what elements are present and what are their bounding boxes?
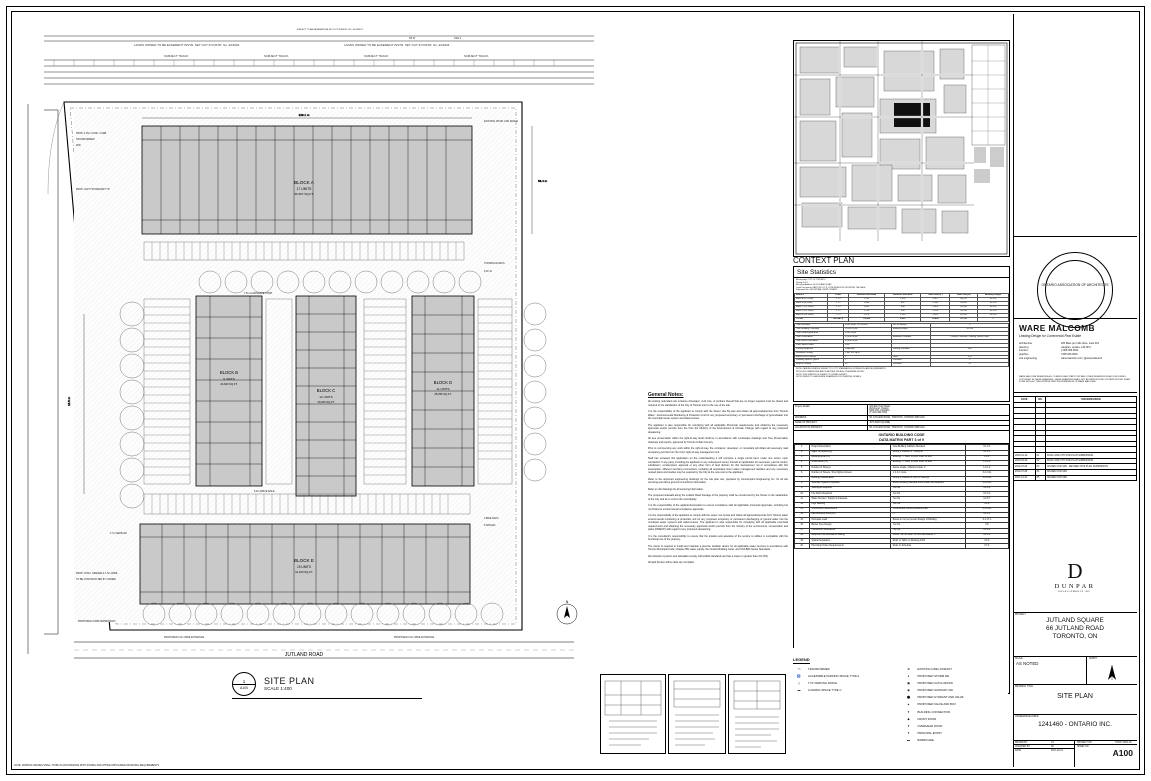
legend-item <box>903 681 1009 685</box>
legend-item <box>793 667 899 671</box>
accessible-parking-icon: ♿ <box>797 673 801 678</box>
svg-text:229.1 m: 229.1 m <box>298 113 310 117</box>
client-subtitle: DEVELOPMENTS INC. <box>1058 591 1092 593</box>
obc-row: 11. Water Service / Supply is Adequate Yes No 3.2.5.7. <box>795 497 1009 502</box>
transformer-icon: ▭ <box>797 666 801 671</box>
table-row-total: TOTAL 64 UNITS 10,264 5,635 15,899 171,157 — <box>795 317 1009 321</box>
date-label: DATE <box>1015 750 1021 752</box>
scale-value: AS NOTED <box>1016 661 1039 666</box>
site-statistics-title: Site Statistics <box>794 267 1009 278</box>
legend-item <box>793 681 899 685</box>
obc-row: 2. Major Occupancy(s) Group F, Division 3 / Group E 3.1.2.1. <box>795 450 1009 455</box>
parking-space-icon: ▯ <box>798 680 800 685</box>
general-note-paragraph: It is the responsibility of the applicant to comply with the Sewer Use By-Law and obtain all approvals/permits from Toronto Water - Environmental Monitoring & Protection Unit for any proposed temporary or permanent discharge of groundwater into the municipal sewer system and watercourses. <box>648 410 788 420</box>
legend-item <box>903 710 1009 714</box>
obc-field-value: 66 JUTLAND ROAD, TORONTO, ONTARIO M8Z 2G9 <box>869 417 925 419</box>
detail-sheet: A100 <box>240 685 248 690</box>
legend-item-label: EXISTING FIRE HYDRANT <box>917 666 952 671</box>
legend-item <box>793 674 899 678</box>
north-label: NORTH <box>1089 658 1098 660</box>
svg-text:46,357 SQ.FT.: 46,357 SQ.FT. <box>294 192 314 196</box>
legend-item-label: PROPOSED VALVE AND BOX <box>917 702 956 707</box>
svg-text:28,780 SQ.FT.: 28,780 SQ.FT. <box>434 393 452 396</box>
context-plan <box>793 40 1010 257</box>
svg-text:3 BIKE RACK: 3 BIKE RACK <box>484 517 499 520</box>
svg-text:12 UNITS: 12 UNITS <box>319 395 333 399</box>
general-note-paragraph: Refer to the approved engineering drawings for the site plan site, prepared by Counterpoint Engineering Inc. for all site servicing and above ground connections information. <box>648 477 788 484</box>
obc-row: 10. Fire Alarm Required Yes No 3.2.4.1. <box>795 492 1009 497</box>
general-note-paragraph: The proposed sidewalk along the Jutland Road frontage of the property shall be constructed by the Owner to the satisfaction of the City and at no cost to the municipality. <box>648 494 788 501</box>
site-summary-table <box>794 323 1009 368</box>
obc-row: 9. Standpipe Required Yes No 3.2.9.1. <box>795 486 1009 491</box>
svg-text:9 UNITS: 9 UNITS <box>223 377 235 381</box>
table-row: Block E (15 Units) 1 + 2 2,474 1,355 3,829 41,220 10.5 m <box>795 313 1009 317</box>
client-monogram: D <box>1067 559 1083 583</box>
svg-text:N: N <box>565 600 569 604</box>
revision-row: 2020-03-20 02 ROAC AND 4TH SITE PLAN SUBMISSION <box>1014 458 1137 464</box>
obc-row: 5. Number of Storeys Above Grade: 2 Below Grade: 0 1.4.1.2. <box>795 466 1009 471</box>
svg-text:SUBJECT TRACK: SUBJECT TRACK <box>164 54 189 58</box>
obc-row: 4. Gross Area (m²) Existing: — New: 15,899 Total: 15,899 1.4.1.2. <box>795 460 1009 465</box>
catch-basin-icon: ▣ <box>907 680 910 685</box>
north-arrow-icon <box>1099 664 1125 682</box>
legend-item-label: PRINCIPAL ENTRY <box>917 731 943 736</box>
seal-circle <box>1037 252 1113 328</box>
svg-text:9.0m R: 9.0m R <box>484 270 492 273</box>
site-plan-title-group <box>232 672 452 699</box>
copyright-note: WARE MALCOMB RESERVES ALL COMMON LAW, STATUTORY AND OTHER RESERVED RIGHTS INCLUDING COPYRIGHT IN THESE DRAWINGS. THESE DRAWINGS SHALL NOT BE REPRODUCED OR REPRODUCED IN ANY FORM WITHOUT THE EXPRESS WRITTEN PERMISSION OF WARE MALCOMB. <box>1019 376 1131 384</box>
building-connection-icon: ▼ <box>907 709 910 714</box>
obc-field-value: 66 JUTLAND ROAD, TORONTO, ONTARIO M8Z 2G9 <box>869 427 925 429</box>
revision-row: 2019-07-08 04 ISSUED FOR SPA <box>1014 469 1137 475</box>
col-total-gfa-sf: Total GFA (sf) <box>950 293 978 297</box>
table-row: Total Gross Floor Area 15,899 SQM <box>795 339 1009 343</box>
table-row: Standard Parking 1 per 100 sq.m. <box>795 351 1009 355</box>
detail-drawing-3 <box>728 674 786 754</box>
site-plan-label: SITE PLAN <box>264 675 315 686</box>
general-note-paragraph: Refer to civil drawings for all servicing information. <box>648 487 704 491</box>
obc-rows-table <box>794 444 1009 549</box>
table-row: Barrier Free Parking 7 Total 253 <box>795 355 1009 359</box>
obc-row: 16. Barrier Free Design Yes No 3.8. <box>795 523 1009 528</box>
svg-text:JUTLAND ROAD: JUTLAND ROAD <box>284 652 324 658</box>
svg-text:15 UNITS: 15 UNITS <box>297 565 311 569</box>
storm-manhole-icon: ● <box>907 673 910 678</box>
table-row: Floor Space Index 0.39 <box>795 343 1009 347</box>
principal-entry-icon: ▼ <box>907 731 910 736</box>
obc-header-row <box>794 405 1009 416</box>
valve-box-icon: ▲ <box>907 702 910 707</box>
detail-drawing-2 <box>668 674 726 754</box>
svg-text:PROPOSED CURB DEPRESSION: PROPOSED CURB DEPRESSION <box>78 620 116 623</box>
svg-text:PROPOSED 9.0m WIDE ENTRANCE: PROPOSED 9.0m WIDE ENTRANCE <box>394 636 435 639</box>
revision-table <box>1013 396 1137 481</box>
svg-text:229.1: 229.1 <box>454 36 462 40</box>
context-plan-label: CONTEXT PLAN <box>793 256 855 265</box>
client-name: DUNPAR <box>1054 583 1096 590</box>
fire-hydrant-icon: ⊗ <box>907 666 910 671</box>
revision-row: 2019-07-03 03 ISSUED FOR SPA - REVISED SITE PLAN SUBMISSION <box>1014 464 1137 470</box>
drawing-title: SITE PLAN <box>1057 693 1093 700</box>
revision-row: 2017-12-21 05 ISSUED FOR SPA <box>1014 475 1137 481</box>
general-note-paragraph: All light fixtures will be dark sky compliant. <box>648 561 695 564</box>
drawn-value: LS <box>1051 742 1054 744</box>
legend-item <box>903 717 1009 721</box>
rev-col-no: NO. <box>1035 397 1045 403</box>
obc-field-value: 100 Elm Point Road Richmond, Ontario M8Z 2H3, CANADA (T) 416.599.7600 <box>869 406 890 414</box>
general-note-paragraph: All existing redundant site entrance driveways, curb cuts, or portions thereof that are no longer required must be closed and restored to the satisfaction of the City of Toronto prior to the use of the site. <box>648 400 788 407</box>
table-row: Block C (12 Units) 1 + 2 1,805 998 2,803 30,180 10.5 m <box>795 305 1009 309</box>
project-name: JUTLAND SQUARE 66 JUTLAND ROAD TORONTO, ON <box>1046 617 1104 640</box>
table-row: Bicycle Parking 32 Provided 32 <box>795 363 1009 367</box>
obc-field-label: LOCATION OF PROJECT: <box>794 426 868 430</box>
project-no-label: PROJECT NO <box>1077 742 1092 744</box>
checked-label: CHECKED BY <box>1015 746 1030 748</box>
sheet-no-label: SHEET NO <box>1077 746 1089 748</box>
legend-item-label: BARRICADE <box>917 738 934 743</box>
obc-row: 18. Required Fire Resistance Rating Floors: 45 min Roof: 45 min Mezzanine: — 3.2.1.4. <box>795 533 1009 538</box>
obc-row: 15. Occupant Load Based on m² per person Design of Building 3.1.17.1. <box>795 518 1009 523</box>
obc-field-value: JUTLAND SQUARE <box>869 422 891 424</box>
legend-title: LEGEND <box>793 657 810 662</box>
svg-text:7.5m LANDSCAPE STRIP: 7.5m LANDSCAPE STRIP <box>244 292 273 295</box>
col-second-area: Second Floor Area <box>885 293 921 297</box>
context-plan-vector <box>794 41 1009 256</box>
site-statistics-meta: Municipality: CITY OF TORONTO Zoning: E 1.0 Municipal Address: 66 JUTLAND ROAD Legal Description: PART OF LOT 8, CONCESSION B, FRONTING THE LAKE Proposed Use: INDUSTRIAL / EMPLOYMENT <box>796 279 866 292</box>
sheet-number: A100 <box>1112 748 1133 758</box>
project-label: PROJECT <box>1015 614 1026 616</box>
col-height: Building Height <box>977 293 1008 297</box>
svg-text:41,220 SQ.FT.: 41,220 SQ.FT. <box>294 570 314 574</box>
legend-item-label: PROPOSED CATCH BASIN <box>917 680 953 685</box>
col-block: Block # <box>795 293 828 297</box>
sheet-bottom-note: NOTE: PARKING SPACES SHALL TO BE IN ACCORDANCE WITH ZONING AND OTHER APPLICABLE MUNICIPAL REQUIREMENTS <box>14 764 160 767</box>
detail-vector-3 <box>729 675 785 753</box>
detail-drawing-1 <box>600 674 666 754</box>
svg-text:2.7m SETBACK: 2.7m SETBACK <box>110 532 128 535</box>
svg-text:66 R: 66 R <box>409 36 416 40</box>
drawing-title-field <box>1013 684 1137 714</box>
firm-tagline: Leading Design for Commercial Real Estate <box>1019 334 1082 338</box>
legend-item <box>903 688 1009 692</box>
legend <box>793 648 1008 752</box>
svg-text:PROPOSED 9.0m WIDE ENTRANCE: PROPOSED 9.0m WIDE ENTRANCE <box>164 636 205 639</box>
svg-text:BLOCK E: BLOCK E <box>294 558 314 563</box>
drawing-title-label: DRAWING TITLE <box>1015 686 1033 688</box>
svg-text:SUBJECT TRACK: SUBJECT TRACK <box>264 54 289 58</box>
legend-item <box>903 695 1009 699</box>
detail-vector-1 <box>601 675 665 753</box>
detail-reference-tag <box>232 672 256 696</box>
legend-item-label: FRONT DOOR <box>917 716 937 721</box>
owner-label: OWNER/DEVELOPER <box>1015 716 1039 718</box>
rev-col-desc: ISSUE/REVISION <box>1046 397 1137 403</box>
legend-item-label: BUILDING CONNECTION <box>917 709 951 714</box>
scale-north-field <box>1013 656 1137 684</box>
detail-vector-2 <box>669 675 725 753</box>
site-plan-drawing <box>14 14 614 674</box>
detail-number: 1 <box>233 679 255 686</box>
sanitary-manhole-icon: ◉ <box>907 688 910 693</box>
svg-text:TURNING RADIUS: TURNING RADIUS <box>484 262 505 265</box>
obc-row: 8. Sprinkler System Proposed Entire Building Selected Floor Areas Not Required 3.2.2.20. <box>795 481 1009 486</box>
svg-text:TO BE CONSTRUCTED BY OWNER: TO BE CONSTRUCTED BY OWNER <box>76 578 116 581</box>
seal-divider-top <box>1013 236 1137 237</box>
firm-name: WARE MALCOMB <box>1019 323 1095 333</box>
table-row: Parking Required Proposed Parking Provided 246 <box>795 347 1009 351</box>
site-statistics-footnotes: NOTE: PARKING SPACES SUBJECT TO CITY STANDARDS & ZONING BY-LAW REQUIREMENTS. NOTE: ALL DIMENSIONS ARE IN METRES UNLESS OTHERWISE NOTED. NOTE: SITE STATISTICS SUBJECT TO FINAL SURVEY. NOTE: REFER TO LANDSCAPE DRAWINGS FOR PLANTING DETAILS. <box>796 368 887 379</box>
firm-services: architecture planning interiors graphics civil engineering <box>1019 342 1037 360</box>
firm-contact: 180 Bass pro mills drive, suite 301 vaughan, ontario, L4K 0H1 p 905.366.3521 f 905.636.0516 waremalcomb.com | @waremalcomb <box>1061 342 1103 360</box>
project-field <box>1013 612 1137 656</box>
legend-item <box>793 688 899 692</box>
table-row: Loading Spaces Type B 2 Provided 2 <box>795 359 1009 363</box>
legend-column-left <box>793 667 899 746</box>
svg-text:11 UNITS: 11 UNITS <box>436 387 450 391</box>
copyright-divider <box>1013 392 1137 393</box>
legend-item-label: LOADING SPACE TYPE C <box>808 688 842 693</box>
site-plan-scale: SCALE 1:400 <box>264 685 292 691</box>
table-row: Total Landscaped Area 3,180 SQM <box>795 331 1009 335</box>
client-logo-block <box>1013 555 1137 610</box>
table-row: Block D (11 Units) 1 + 2 1,720 954 2,674 28,780 10.5 m <box>795 309 1009 313</box>
general-note-paragraph: It is the responsibility of the applicant/consultant to ensure compliance with all applicable provincial approvals, including but not limited to environmental compliance approvals. <box>648 504 788 511</box>
svg-text:18.5 m: 18.5 m <box>67 396 71 406</box>
legend-item-label: PROPOSED SANITARY MH <box>917 688 953 693</box>
table-row: Total Building Coverage 10,264 SQM Building Height 10.5 M <box>795 327 1009 331</box>
svg-text:EXISTING CHAIN LINK FENCE: EXISTING CHAIN LINK FENCE <box>484 120 519 123</box>
general-note-paragraph: Staff has reviewed this application on the understanding it will comprise a single permit land, under one owner, upon completion. If any party, including the applicant or any subsequent owner, intends an application for severance, part lot control, subdivision, condominium approval or any other form of land division for this development not in accordance with this assumption, different servicing connections, including all associated storm water management facilities and any necessary revised plans and studies may be required by the City at the sole cost to the applicant. <box>648 457 788 474</box>
general-note-paragraph: All tree preservation within the right-of-way lands shall be in accordance with Landscape drawings and Tree Preservation drawings and reports, approved by Toronto Urban Forestry. <box>648 437 788 444</box>
svg-text:SUBJECT TRACK: SUBJECT TRACK <box>364 54 389 58</box>
svg-text:8 SPACES: 8 SPACES <box>484 524 496 527</box>
svg-text:17 UNITS: 17 UNITS <box>296 187 312 191</box>
legend-item <box>903 667 1009 671</box>
rev-col-date: DATE <box>1014 397 1036 403</box>
legend-item-label: ACCESSIBLE PARKING SPACE TYPE A <box>808 673 860 678</box>
obc-row: 14. Mezzanine(s) Area (m²) — 3.2.1.1. <box>795 512 1009 517</box>
legend-item <box>903 731 1009 735</box>
svg-text:BLOCK D: BLOCK D <box>433 380 453 385</box>
date-value: 2017-12-21 <box>1051 750 1063 752</box>
owner-value: 1241460 - ONTARIO INC. <box>1038 721 1112 728</box>
obc-row: 7. Building Classification Group F, Division 3, up to 2 Storeys 3.2.2.20. <box>795 476 1009 481</box>
seal-inner-ring <box>1045 260 1105 320</box>
firm-identity <box>1019 323 1131 360</box>
legend-column-right <box>903 667 1009 746</box>
legend-item-label: OVERHEAD DOOR <box>917 724 943 728</box>
obc-row: 17. Hazardous Substances Yes No 3.3.1.2. <box>795 528 1009 533</box>
seal-divider-bottom <box>1013 318 1137 319</box>
legend-item <box>903 702 1009 706</box>
svg-text:LANDS OWNED TO BE EASEMENT INS: LANDS OWNED TO BE EASEMENT INSTR. SET OUT IN INSTR. No. EX2946 <box>134 43 240 47</box>
front-door-icon: ◆ <box>907 716 910 721</box>
general-notes-title: General Notes: <box>648 392 684 398</box>
col-ground-area: Ground Floor Area <box>848 293 884 297</box>
obc-row: 20. Plumbing Fixture Requirements Refer to Schedule 3.7.4. <box>795 544 1009 549</box>
seal-text: ONTARIO ASSOCIATION OF ARCHITECTS <box>1041 283 1109 287</box>
svg-text:SUBJECT TRACK: SUBJECT TRACK <box>464 54 489 58</box>
table-row: Total Site Area 4,063 sq.m. (1.0 acres) No. of Storeys 2 <box>795 323 1009 327</box>
obc-row: 6. Number of Streets / Fire Fighter Access 1 2 3 or more 3.2.2.10. <box>795 471 1009 476</box>
general-note-paragraph: Prior to commencing any work within the right-of-way, the contractor, developer, or consultant will obtain all necessary road occupancy permits from the City's right-of-way management unit. <box>648 447 788 454</box>
project-no-value: TOR17-0021-00 <box>1115 742 1132 744</box>
general-note-paragraph: The applicant is also responsible for complying with all applicable Provincial requirements and obtaining the necessary approvals and/or permits from the from the Ministry of the Environment & Climate Change with regard to any proposed dewatering. <box>648 423 788 434</box>
obc-row: 3. Building Area (m²) Existing: — New: 10,264 Total: 10,264 1.1.2. <box>795 455 1009 460</box>
svg-text:66.4 m: 66.4 m <box>538 179 548 183</box>
general-note-paragraph: It is the responsibility of the applicant to comply with the sewer use by-law and obtain all approvals/permits from Toronto water environmental monitoring & protection unit for any proposed temporary or permanent discharging of ground water into the municipal sewer systems and watercourses. The applicant is also responsible for complying with all applicable provincial requirements and obtaining the necessary approvals and/or permits from the ministry of the environment, conservation and parks (MOECP) with regard to any proposed dewatering. <box>648 514 788 531</box>
svg-text:PROP. 0.15m CONC. CURB: PROP. 0.15m CONC. CURB <box>76 132 107 135</box>
top-easement-note: SUBJECT TO AN EASEMENT AS SET OUT IN INSTR. NO. 66 DIRECT <box>296 29 364 31</box>
loading-space-icon: ▬ <box>797 688 801 693</box>
obc-row: 13. Construction Restrictions Combustible Noncombustible Both 3.2.2.20. <box>795 507 1009 512</box>
svg-text:BLOCK B: BLOCK B <box>219 370 239 375</box>
legend-item <box>903 724 1009 728</box>
checked-value: AF <box>1051 746 1054 748</box>
svg-text:BLOCK A: BLOCK A <box>294 180 314 185</box>
scale-label: SCALE <box>1015 658 1023 660</box>
legend-item-label: PROPOSED HYDRANT AND VALVE <box>917 695 964 700</box>
svg-text:PROP. CONC. SIDEWALK 1.5m WIDE: PROP. CONC. SIDEWALK 1.5m WIDE <box>76 572 118 575</box>
site-statistics-table <box>793 266 1010 402</box>
sheet-info-field <box>1013 740 1137 767</box>
legend-item-label: TRANSFORMER <box>808 666 830 671</box>
general-note-paragraph: The owner is required to install and maintain a premise isolation device for all applicable water services in accordance with Toronto Municipal Code, Chapter 851 water supply, the Ontario Building Code, and CSA B64 Series Standards. <box>648 544 788 551</box>
svg-text:BLOCK C: BLOCK C <box>316 388 336 393</box>
hydrant-valve-icon: ⬤ <box>906 695 911 700</box>
obc-row: 1. Project Description New Building Addition Alteration 3.1.2.1. <box>795 445 1009 450</box>
col-level: Level <box>828 293 848 297</box>
table-row: Block A (17 Units) 1 + 2 2,781 1,526 4,307 46,357 10.5 m <box>795 297 1009 301</box>
obc-row: 12. High Building Yes No 3.2.6. <box>795 502 1009 507</box>
svg-text:PAD: PAD <box>76 144 81 147</box>
barricade-icon: ▬ <box>907 738 910 743</box>
general-note-paragraph: It is the consultant's responsibility to ensure that the location and elevation of the service to utilities is compatible with the functional use of the property. <box>648 534 788 541</box>
svg-text:24,620 SQ.FT.: 24,620 SQ.FT. <box>220 383 238 386</box>
table-row: Total Paved Area 22,430 SQM Materials Provided Precast Concrete, Glazing, Metal Panel <box>795 335 1009 339</box>
table-row: Block B (9 Units) 1 + 2 1,484 802 2,286 24,620 10.5 m <box>795 301 1009 305</box>
svg-text:PROP. LIGHT STANDARD TYP.: PROP. LIGHT STANDARD TYP. <box>76 188 111 191</box>
drawn-label: DRAWN BY <box>1015 742 1028 744</box>
col-total-gfa-m: Total GFA (m²) <box>921 293 950 297</box>
obc-matrix-title: ONTARIO BUILDING CODE DATA MATRIX PART 3 of 9 <box>794 431 1009 444</box>
legend-item <box>903 674 1009 678</box>
legend-item-label: TYP. PARKING SPACE <box>808 680 838 685</box>
revision-row: 2020-01-10 01 ROAC AND 4TH SITE PLAN SUBMISSION <box>1014 453 1137 459</box>
overhead-door-icon: ▼ <box>907 724 910 728</box>
svg-text:LANDS OWNED TO BE EASEMENT INS: LANDS OWNED TO BE EASEMENT INSTR. SET OUT IN INSTR. No. EX2946 <box>344 43 450 47</box>
obc-field-label: Project Details <box>794 405 868 415</box>
obc-field-label: ADDRESS: <box>794 416 868 420</box>
svg-text:30,180 SQ.FT.: 30,180 SQ.FT. <box>317 401 335 404</box>
svg-text:6.0m DRIVE AISLE: 6.0m DRIVE AISLE <box>254 490 275 493</box>
legend-item-label: PROPOSED STORM MH <box>917 673 950 678</box>
legend-item <box>903 738 1009 742</box>
svg-text:TRANSFORMER: TRANSFORMER <box>76 138 95 141</box>
general-note-paragraph: All protection systems and sidewalks comply with AODA standards and has a slope no greater than 2% (5%). <box>648 554 769 558</box>
owner-field <box>1013 714 1137 740</box>
site-plan-vector <box>14 14 614 674</box>
obc-row: 19. Spatial Separation Refer to Table on Drawing A101 3.2.3. <box>795 539 1009 544</box>
block-area-table <box>794 293 1009 322</box>
obc-field-label: NAME OF PROJECT: <box>794 421 868 425</box>
